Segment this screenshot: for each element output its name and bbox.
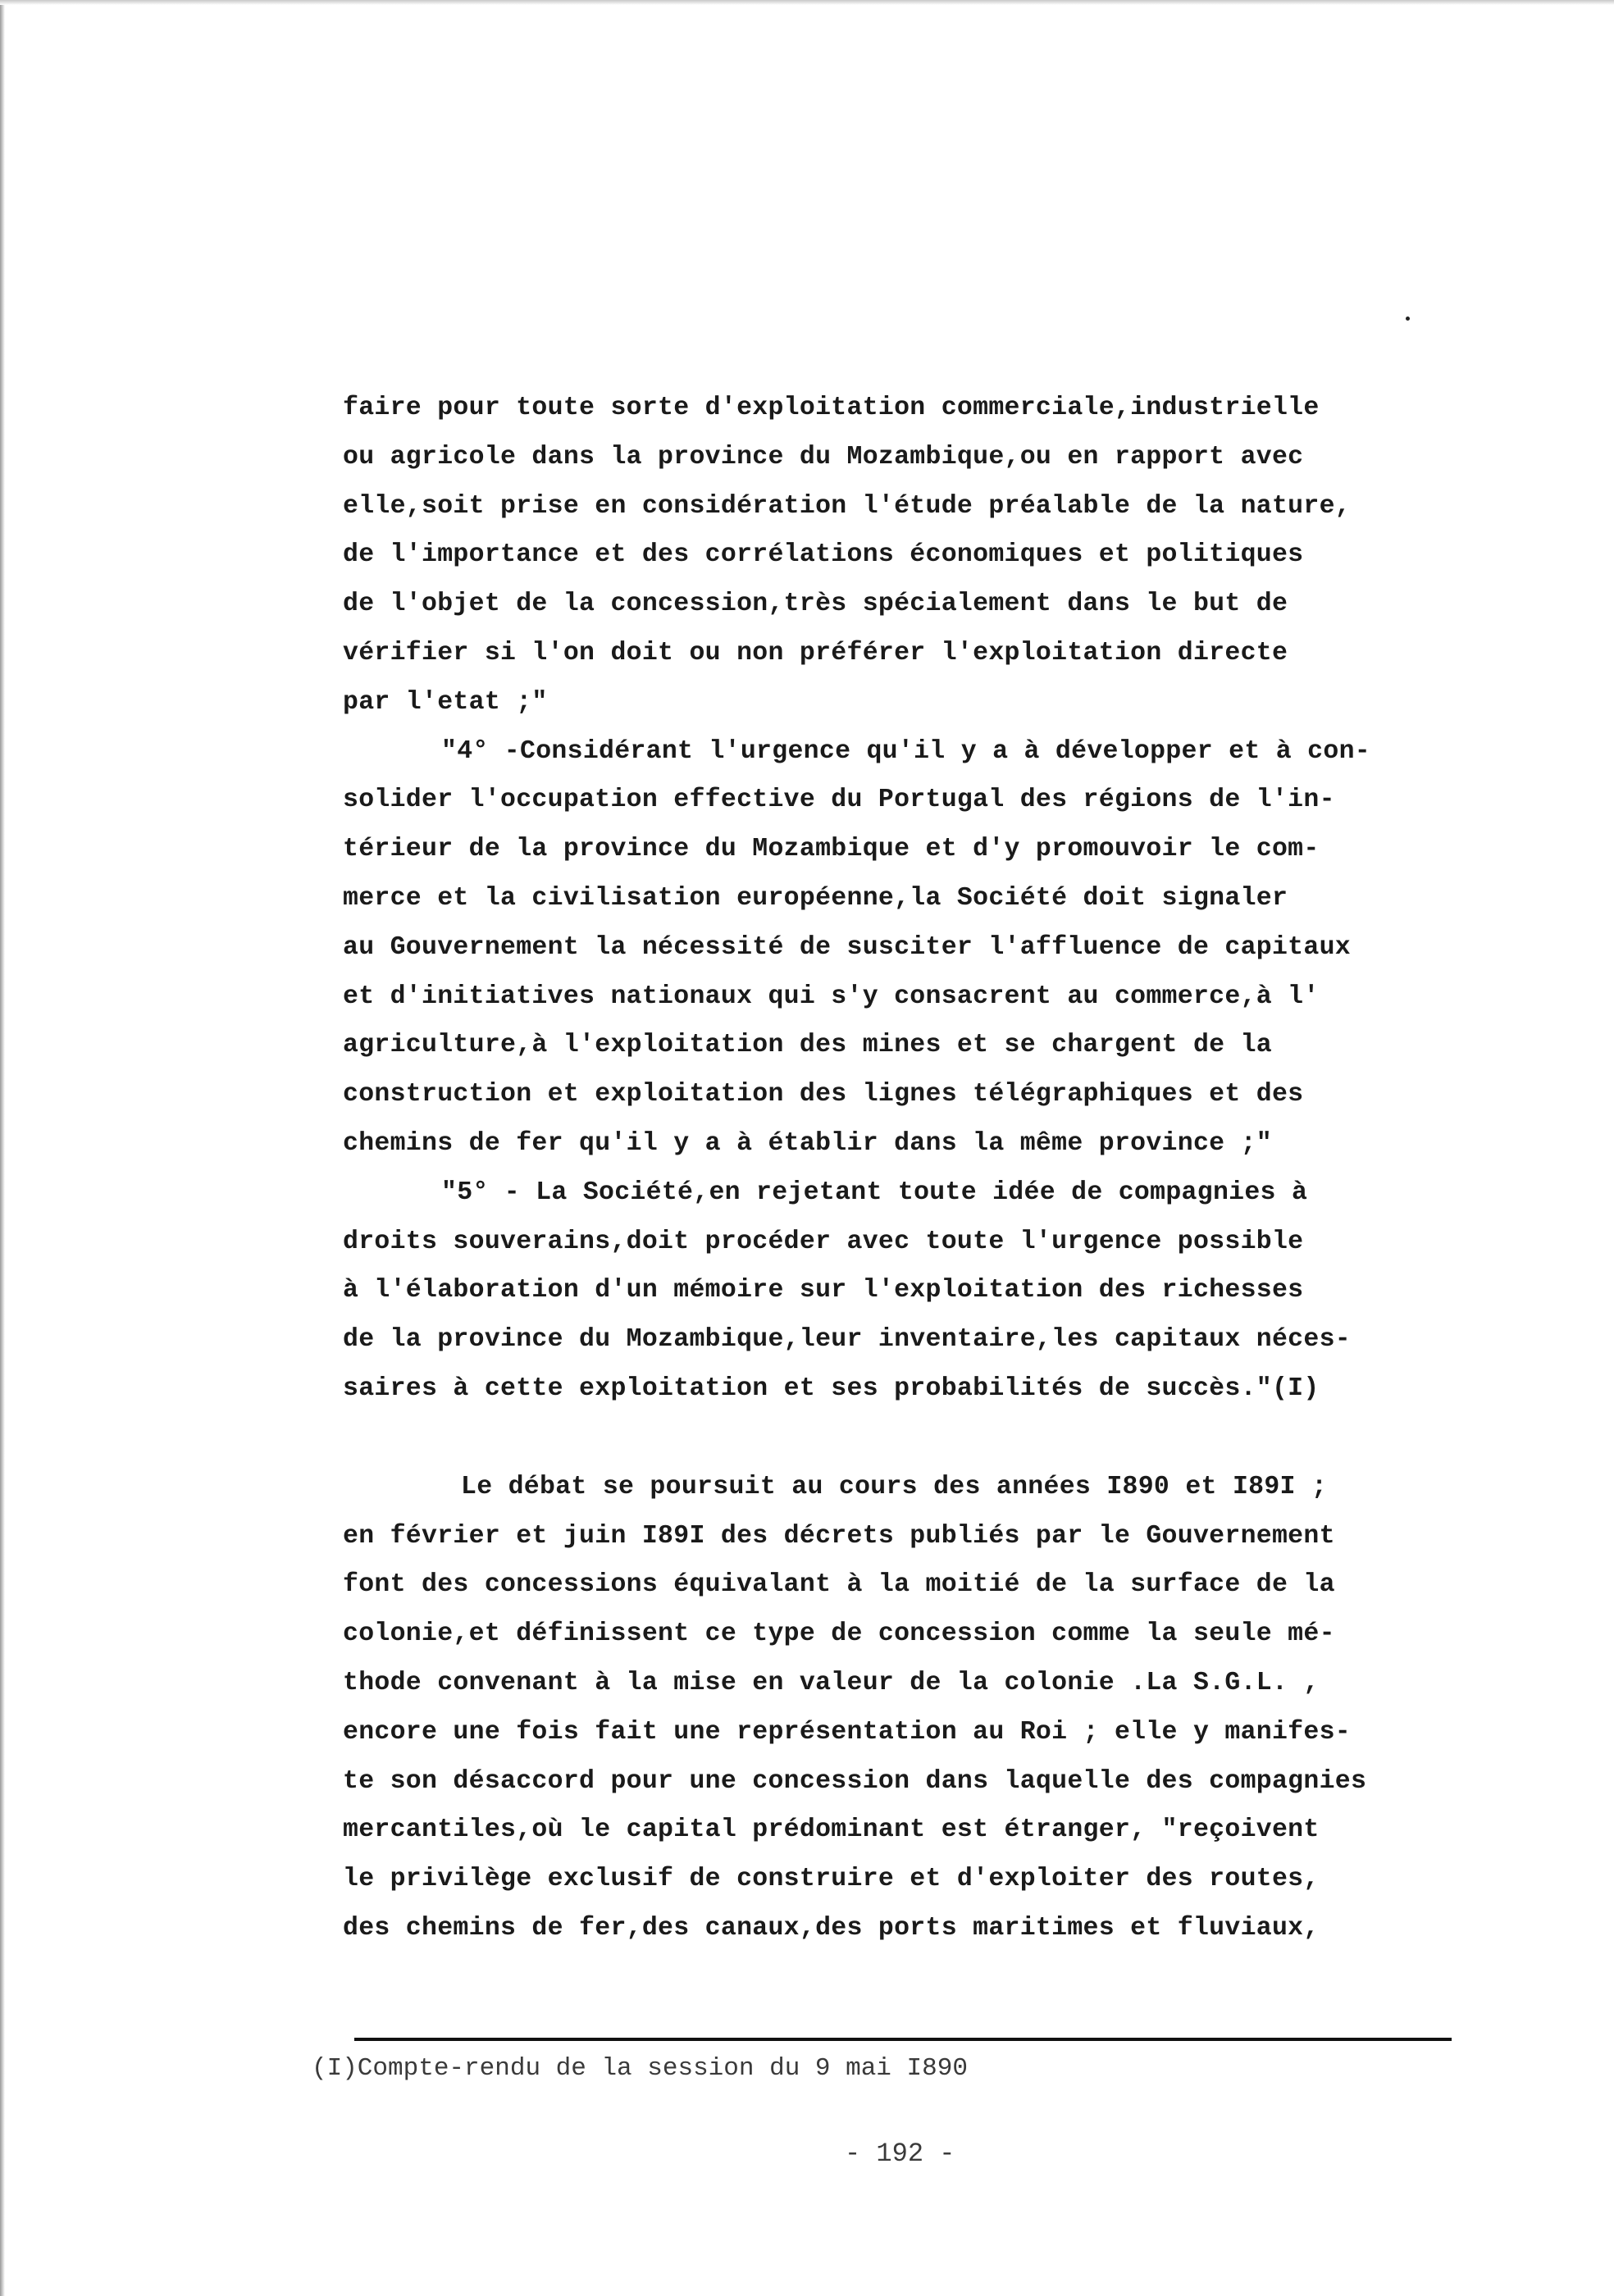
- point-4-line: merce et la civilisation européenne,la Société doit signaler: [343, 883, 1288, 913]
- debate-line: te son désaccord pour une concession dans laquelle des compagnies: [343, 1766, 1367, 1796]
- debate-line: thode convenant à la mise en valeur de la colonie .La S.G.L. ,: [343, 1668, 1320, 1697]
- point-4-line: construction et exploitation des lignes télégraphiques et des: [343, 1080, 1304, 1109]
- point-4-line: et d'initiatives nationaux qui s'y consacrent au commerce,à l': [343, 982, 1320, 1011]
- debate-line: Le débat se poursuit au cours des années I890 et I89I ;: [461, 1472, 1328, 1501]
- point-5-line: à l'élaboration d'un mémoire sur l'exploitation des richesses: [343, 1276, 1304, 1305]
- text-line: par l'etat ;": [343, 687, 548, 717]
- debate-line: font des concessions équivalant à la moitié de la surface de la: [343, 1570, 1335, 1600]
- text-line: elle,soit prise en considération l'étude préalable de la nature,: [343, 491, 1351, 521]
- point-5-line: saires à cette exploitation et ses probabilités de succès."(I): [343, 1374, 1320, 1403]
- footnote: (I)Compte-rendu de la session du 9 mai I890: [312, 2054, 968, 2083]
- point-5-line: "5° - La Société,en rejetant toute idée de compagnies à: [441, 1178, 1308, 1207]
- point-4-line: "4° -Considérant l'urgence qu'il y a à développer et à con-: [441, 736, 1370, 766]
- debate-line: encore une fois fait une représentation au Roi ; elle y manifes-: [343, 1717, 1351, 1747]
- point-4-line: chemins de fer qu'il y a à établir dans la même province ;": [343, 1128, 1272, 1158]
- point-4-line: solider l'occupation effective du Portugal des régions de l'in-: [343, 786, 1335, 815]
- paragraph-gap: [343, 1414, 1483, 1463]
- text-line: vérifier si l'on doit ou non préférer l'exploitation directe: [343, 638, 1288, 667]
- debate-line: des chemins de fer,des canaux,des ports maritimes et fluviaux,: [343, 1913, 1320, 1943]
- text-line: ou agricole dans la province du Mozambique,ou en rapport avec: [343, 442, 1304, 472]
- point-5-line: droits souverains,doit procéder avec toute l'urgence possible: [343, 1227, 1304, 1256]
- debate-line: le privilège exclusif de construire et d'exploiter des routes,: [343, 1865, 1320, 1894]
- ink-speck: [1406, 317, 1410, 321]
- scan-edge-left: [0, 0, 5, 2296]
- footnote-divider: [354, 2038, 1452, 2041]
- body-text: [343, 384, 1483, 1953]
- debate-line: mercantiles,où le capital prédominant est étranger, "reçoivent: [343, 1815, 1320, 1845]
- scan-edge-top: [0, 0, 1614, 5]
- point-4-line: au Gouvernement la nécessité de susciter l'affluence de capitaux: [343, 932, 1351, 962]
- debate-line: colonie,et définissent ce type de concession comme la seule mé-: [343, 1620, 1335, 1649]
- point-5-line: de la province du Mozambique,leur inventaire,les capitaux néces-: [343, 1325, 1351, 1355]
- text-line: de l'objet de la concession,très spécialement dans le but de: [343, 590, 1288, 619]
- text-line: de l'importance et des corrélations économiques et politiques: [343, 540, 1304, 570]
- text-line: faire pour toute sorte d'exploitation commerciale,industrielle: [343, 394, 1320, 422]
- debate-line: en février et juin I89I des décrets publiés par le Gouvernement: [343, 1521, 1335, 1551]
- point-4-line: agriculture,à l'exploitation des mines et se chargent de la: [343, 1031, 1272, 1060]
- page-number: - 192 -: [845, 2139, 955, 2169]
- point-4-line: térieur de la province du Mozambique et d'y promouvoir le com-: [343, 835, 1320, 864]
